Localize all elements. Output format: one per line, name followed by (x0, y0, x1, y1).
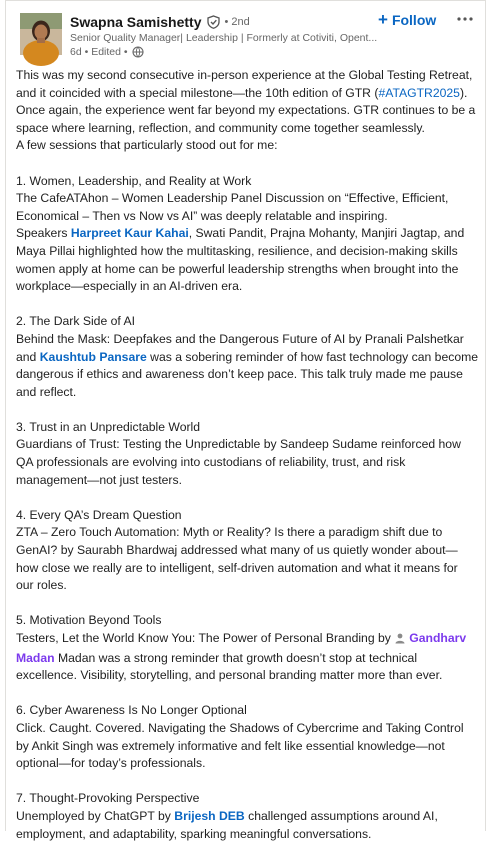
post-body (16, 67, 479, 843)
post-meta (70, 46, 144, 58)
post-card (5, 0, 486, 841)
section-title: 1. Women, Leadership, and Reality at Work (16, 173, 252, 188)
mention-link[interactable]: Harpreet Kaur Kahai (70, 226, 189, 241)
post-header (6, 1, 485, 65)
post-text-line: Economical – Then vs Now vs AI” was deeply relatable and inspiring. (16, 208, 388, 223)
more-horizontal-icon (457, 17, 473, 21)
mention-link[interactable]: Brijesh DEB (174, 808, 245, 823)
section-title: 4. Every QA’s Dream Question (16, 507, 182, 522)
post-text-line: by Ankit Singh was extremely informative and felt like essential knowledge—not (16, 738, 445, 753)
post-text-line: Once again, the experience went far beyond my expectations. GTR continues to be a (16, 103, 476, 118)
section-title: 2. The Dark Side of AI (16, 314, 136, 329)
post-text-line: management—not just testers. (16, 472, 182, 487)
post-time: 6d • Edited • (70, 46, 128, 58)
author-name-row (70, 14, 250, 30)
post-text-line: QA professionals are evolving into custodians of reliability, trust, and risk (16, 455, 406, 470)
connection-degree: • 2nd (224, 16, 250, 28)
post-text-line: space where learning, reflection, and community come together seamlessly. (16, 120, 425, 135)
follow-button[interactable] (378, 11, 436, 28)
post-text-line: our roles. (16, 578, 67, 593)
post-text-line: Maya Pillai highlighted how the multitasking, resilience, and decision-making skills (16, 243, 458, 258)
post-text-line: Madan Madan was a strong reminder that growth doesn’t stop at technical (16, 650, 418, 665)
plus-icon: + (378, 10, 388, 29)
post-text-line: and reflect. (16, 384, 77, 399)
post-text-line: employment, and adaptability, sparking meaningful conversations. (16, 826, 372, 841)
globe-icon (132, 46, 144, 58)
post-text-line: A few sessions that particularly stood out for me: (16, 138, 278, 153)
mention-link[interactable]: Kaushtub Pansare (39, 349, 147, 364)
post-text-line: how close we really are to intelligent, self-driven automation and what it means for (16, 560, 458, 575)
section-title: 3. Trust in an Unpredictable World (16, 419, 201, 434)
author-headline: Senior Quality Manager| Leadership | Formerly at Cotiviti, Opent... (70, 32, 378, 44)
author-name[interactable]: Swapna Samishetty (70, 14, 202, 30)
author-avatar[interactable] (20, 13, 62, 55)
post-text-line: Speakers Harpreet Kaur Kahai, Swati Pandit, Prajna Mohanty, Manjiri Jagtap, and (16, 226, 465, 241)
post-text-line: excellence. Visibility, storytelling, and personal branding matter more than ever. (16, 668, 443, 683)
post-text-line: Guardians of Trust: Testing the Unpredictable by Sandeep Sudame reinforced how (16, 437, 461, 452)
post-text-line: women apply at home can be powerful leadership strengths when brought into the (16, 261, 459, 276)
post-text-line: This was my second consecutive in-person experience at the Global Testing Retreat, (16, 68, 473, 82)
post-text-line: and Kaushtub Pansare was a sobering reminder of how fast technology can become (16, 349, 479, 364)
more-options-button[interactable] (453, 9, 477, 29)
person-badge-icon (394, 632, 406, 650)
post-text-line: GenAI? by Saurabh Bhardwaj addressed what many of us quietly wonder about— (16, 543, 458, 558)
follow-label: Follow (391, 11, 437, 28)
post-text-line: optional—for today’s professionals. (16, 756, 206, 771)
post-text-line: Click. Caught. Covered. Navigating the Shadows of Cybercrime and Taking Control (16, 720, 464, 735)
post-text-line: workplace—especially in an AI-driven era. (16, 279, 243, 294)
mention-link[interactable]: Madan (16, 650, 55, 665)
post-text-line: Behind the Mask: Deepfakes and the Dangerous Future of AI by Pranali Palshetkar (16, 331, 464, 346)
section-title: 5. Motivation Beyond Tools (16, 613, 162, 628)
post-text-line: dangerous if ethics and awareness don’t keep pace. This talk truly made me pause (16, 367, 463, 382)
section-title: 6. Cyber Awareness Is No Longer Optional (16, 703, 247, 718)
mention-link[interactable]: Gandharv (409, 631, 467, 645)
section-title: 7. Thought-Provoking Perspective (16, 791, 200, 806)
post-text-line: ZTA – Zero Touch Automation: Myth or Reality? Is there a paradigm shift due to (16, 525, 443, 540)
post-text-line: Unemployed by ChatGPT by Brijesh DEB challenged assumptions around AI, (16, 808, 438, 823)
hashtag-link[interactable]: #ATAGTR2025 (378, 85, 460, 100)
post-text-line: Testers, Let the World Know You: The Power of Personal Branding by Gandharv (16, 630, 472, 650)
post-text-line: and it coincided with a special milestone—the 10th edition of GTR (#ATAGTR2025). (16, 85, 468, 100)
verified-shield-icon (207, 15, 220, 29)
post-text-line: The CafeATAhon – Women Leadership Panel Discussion on “Effective, Efficient, (16, 191, 449, 206)
